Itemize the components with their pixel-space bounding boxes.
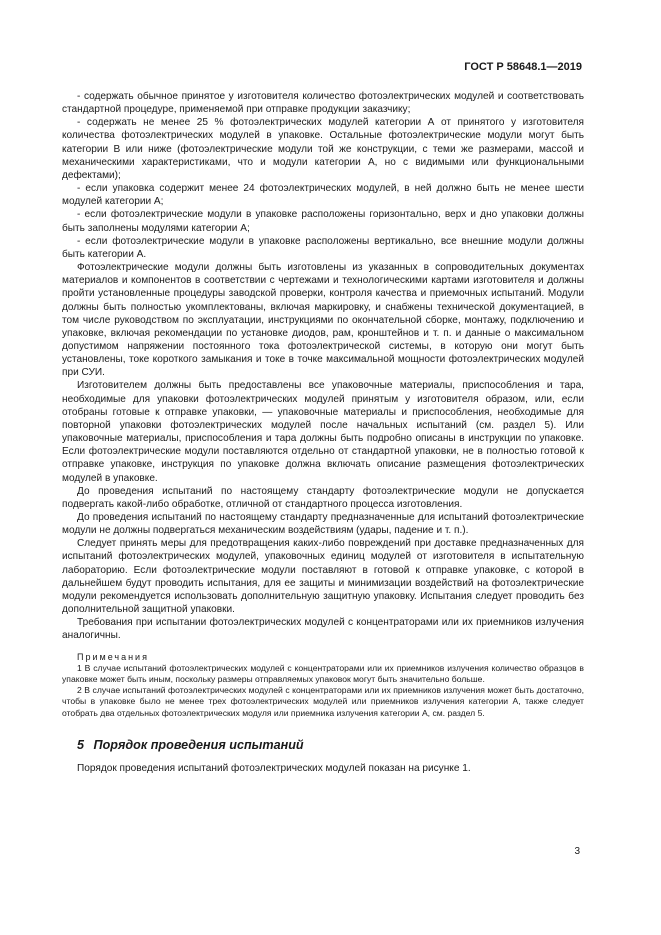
bullet-item: - содержать не менее 25 % фотоэлектрических модулей категории А от принятого у изготовителя количества фотоэлектрических модулей в упаковке. Остальные фотоэлектрические модули могут быть категории В или ниже (фотоэлектрические модули той же конструкции, с теми же размерами, массой и механическими характеристиками, что и модули категории А, но с видимыми или функциональными дефектами); xyxy=(62,117,584,181)
section-intro: Порядок проведения испытаний фотоэлектрических модулей показан на рисунке 1. xyxy=(77,763,471,775)
page-body xyxy=(62,90,584,775)
body-paragraph: Требования при испытании фотоэлектрических модулей с концентраторами или их приемников излучения аналогичны. xyxy=(62,617,584,642)
note-item: 2 В случае испытаний фотоэлектрических модулей с концентраторами или их приемников излучения может быть достаточно, чтобы в упаковке было не менее трех фотоэлектрических модулей или приемников излучения категории А, также следует отобрать два отдельных фотоэлектрических модуля или приемника излучения категории А, см. раздел 5. xyxy=(62,685,584,718)
section-heading xyxy=(62,737,584,753)
page-number: 3 xyxy=(574,846,580,857)
document-code: ГОСТ Р 58648.1—2019 xyxy=(464,61,582,73)
body-paragraph: Следует принять меры для предотвращения каких-либо повреждений при доставке предназначенных для испытаний фотоэлектрических модулей, упаковочных единиц модулей от изготовителя в испытательную лабораторию. Если фотоэлектрические модули поставляют в готовой к отправке упаковке, с которой в дальнейшем будут проводить испытания, для ее защиты и минимизации воздействий на фотоэлектрические модули рекомендуется использовать дополнительную защитную упаковку. Испытания следует проводить без дополнительной защитной упаковки. xyxy=(62,538,584,616)
notes-title: Примечания xyxy=(77,651,149,662)
body-paragraph: До проведения испытаний по настоящему стандарту предназначенные для испытаний фотоэлектрические модули не должны подвергаться механическим воздействиям (удары, падение и т. п.). xyxy=(62,512,584,537)
bullet-item: - если фотоэлектрические модули в упаковке расположены горизонтально, верх и дно упаковки должны быть заполнены модулями категории А; xyxy=(62,209,584,234)
body-paragraph: Фотоэлектрические модули должны быть изготовлены из указанных в сопроводительных документах материалов и компонентов в соответствии с чертежами и технологическими картами изготовителя и должны пройти установленные процедуры заводской проверки, контроля качества и приемочных испытаний. Модули должны быть полностью укомплектованы, включая маркировку, и снабжены технической документацией, в том числе руководством по эксплуатации, инструкциями по окончательной сборке, монтажу, подключению и упаковке, включая рекомендации по установке диодов, рам, кронштейнов и т. п. и данные о максимальном допустимом напряжении постоянного тока фотоэлектрической системы, в которую они могут быть установлены, токе короткого замыкания и токе в точке максимальной мощности фотоэлектрических модулей при СУИ. xyxy=(62,262,584,379)
notes-block xyxy=(62,663,584,719)
section-title: Порядок проведения испытаний xyxy=(93,738,304,753)
note-item: 1 В случае испытаний фотоэлектрических модулей с концентраторами или их приемников излучения количество образцов в упаковке может быть иным, поскольку размеры отправляемых упаковок могут быть значительно больше. xyxy=(62,662,584,684)
body-paragraph: Изготовителем должны быть предоставлены все упаковочные материалы, приспособления и тара, необходимые для упаковки фотоэлектрических модулей принятым у изготовителя образом, или, если отобраны готовые к отправке упаковки, — упаковочные материалы и приспособления, необходимые для повторной упаковки фотоэлектрических модулей после начальных испытаний (см. раздел 5). Или упаковочные материалы, приспособления и тара должны быть подробно описаны в инструкции по упаковке. Если фотоэлектрические модули поставляются отдельно от стандартной упаковки, не в полностью готовой к отправке упаковке, инструкция по упаковке должна включать описание размещения фотоэлектрических модулей в упаковке. xyxy=(62,380,584,484)
body-paragraph: До проведения испытаний по настоящему стандарту фотоэлектрические модули не допускается подвергать какой-либо обработке, отличной от стандартного процесса изготовления. xyxy=(62,485,584,510)
bullet-item: - если фотоэлектрические модули в упаковке расположены вертикально, все внешние модули должны быть категории А. xyxy=(62,235,584,260)
section-number: 5 xyxy=(77,738,85,753)
bullet-item: - содержать обычное принятое у изготовителя количество фотоэлектрических модулей и соответствовать стандартной процедуре, применяемой при отправке продукции заказчику; xyxy=(62,91,584,116)
bullet-item: - если упаковка содержит менее 24 фотоэлектрических модулей, в ней должно быть не менее шести модулей категории А; xyxy=(62,183,584,208)
